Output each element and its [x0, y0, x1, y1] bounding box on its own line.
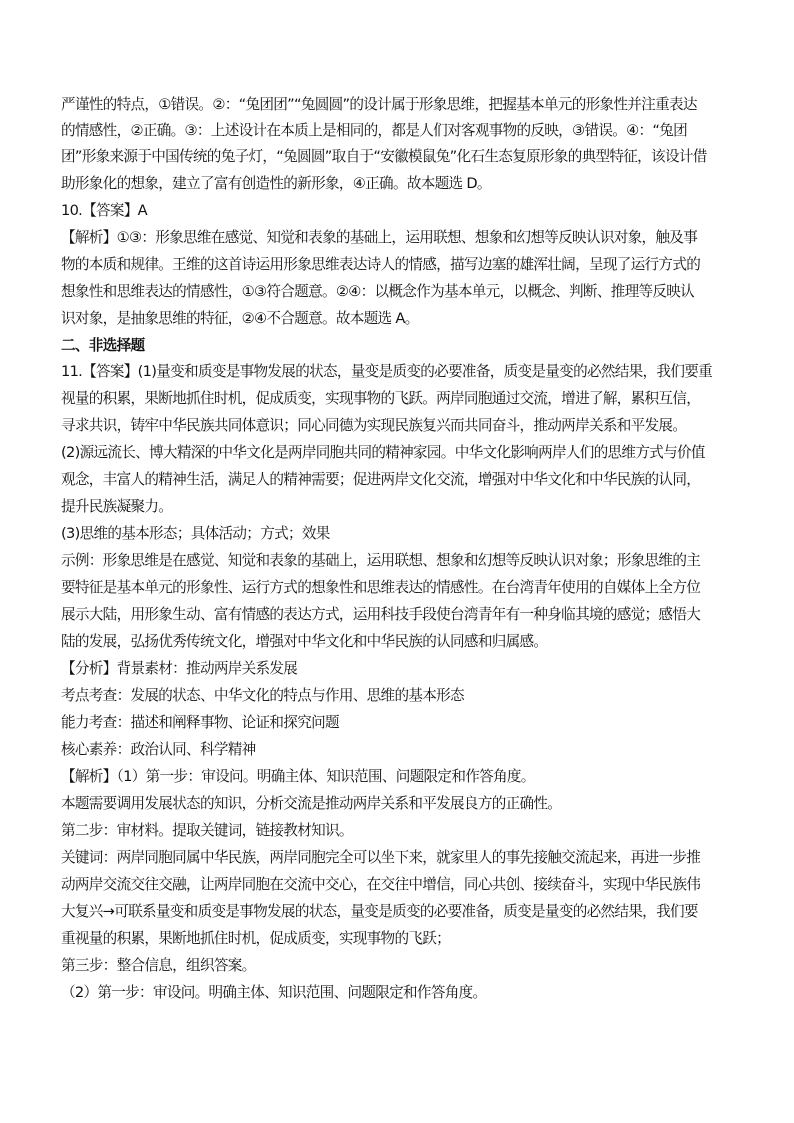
answer-10-line: 10.【答案】A — [61, 202, 147, 219]
text-line: 提升民族凝聚力。 — [61, 498, 173, 515]
text-line: 本题需要调用发展状态的知识，分析交流是推动两岸关系和平发展良方的正确性。 — [61, 795, 562, 812]
section-heading: 二、非选择题 — [61, 337, 145, 354]
text-line: (2)源远流长、博大精深的中华文化是两岸同胞共同的精神家园。中华文化影响两岸人们的思维方式与价值 — [61, 444, 705, 461]
text-line: 助形象化的想象，建立了富有创造性的新形象，④正确。故本题选 D。 — [61, 175, 491, 192]
text-line: 动两岸交流交往交融，让两岸同胞在交流中交心，在交往中增信，同心共创、接续奋斗，实现中华民族伟 — [61, 876, 701, 893]
text-line: 【解析】（1）第一步：审设问。明确主体、知识范围、问题限定和作答角度。 — [61, 768, 535, 785]
text-line: 重视量的积累，果断地抓住时机，促成质变，实现事物的飞跃； — [61, 930, 451, 947]
text-line: 严谨性的特点，①错误。②：“兔团团”“兔圆圆”的设计属于形象思维，把握基本单元的形象性并注重表达 — [61, 96, 697, 113]
text-line: 【解析】①③：形象思维在感觉、知觉和表象的基础上，运用联想、想象和幻想等反映认识对象，触及事 — [61, 229, 698, 246]
text-line: 考点考查：发展的状态、中华文化的特点与作用、思维的基本形态 — [61, 687, 464, 704]
text-line: 视量的积累，果断地抓住时机，促成质变，实现事物的飞跃。两岸同胞通过交流，增进了解，累积互信， — [61, 390, 701, 407]
answer-11-line: 11.【答案】(1)量变和质变是事物发展的状态，量变是质变的必要准备，质变是量变的必然结果，我们要重 — [61, 363, 713, 380]
text-line: （2）第一步：审设问。明确主体、知识范围、问题限定和作答角度。 — [61, 984, 487, 1001]
text-line: 核心素养：政治认同、科学精神 — [61, 741, 256, 758]
text-line: 要特征是基本单元的形象性、运行方式的想象性和思维表达的情感性。在台湾青年使用的自媒体上全方位 — [61, 579, 701, 596]
text-line: 大复兴→可联系量变和质变是事物发展的状态，量变是质变的必要准备，质变是量变的必然结果，我们要 — [61, 903, 698, 920]
text-line: (3)思维的基本形态；具体活动；方式；效果 — [61, 525, 330, 542]
text-line: 第三步：整合信息，组织答案。 — [61, 957, 256, 974]
text-line: 观念，丰富人的精神生活，满足人的精神需要；促进两岸文化交流，增强对中华文化和中华民族的认同， — [61, 471, 701, 488]
text-line: 第二步：审材料。提取关键词，链接教材知识。 — [61, 822, 353, 839]
text-line: 识对象，是抽象思维的特征，②④不合题意。故本题选 A。 — [61, 310, 419, 327]
text-line: 团”形象来源于中国传统的兔子灯，“兔圆圆”取自于“安徽模鼠兔”化石生态复原形象的典型特征，该设计借 — [61, 148, 707, 165]
text-line: 的情感性，②正确。③：上述设计在本质上是相同的，都是人们对客观事物的反映，③错误。④：“兔团 — [61, 122, 688, 139]
text-line: 【分析】背景素材：推动两岸关系发展 — [61, 660, 298, 677]
text-line: 关键词：两岸同胞同属中华民族，两岸同胞完全可以坐下来，就家里人的事先接触交流起来，再进一步推 — [61, 849, 701, 866]
text-line: 示例：形象思维是在感觉、知觉和表象的基础上，运用联想、想象和幻想等反映认识对象；形象思维的主 — [61, 552, 701, 569]
text-line: 想象性和思维表达的情感性，①③符合题意。②④：以概念作为基本单元，以概念、判断、推理等反映认 — [61, 283, 695, 300]
text-line: 展示大陆，用形象生动、富有情感的表达方式，运用科技手段使台湾青年有一种身临其境的感觉；感悟大 — [61, 606, 701, 623]
text-line: 寻求共识，铸牢中华民族共同体意识；同心同德为实现民族复兴而共同奋斗，推动两岸关系和平发展。 — [61, 417, 687, 434]
text-line: 物的本质和规律。王维的这首诗运用形象思维表达诗人的情感，描写边塞的雄浑壮阔，呈现了运行方式的 — [61, 256, 701, 273]
text-line: 能力考查：描述和阐释事物、论证和探究问题 — [61, 714, 339, 731]
text-line: 陆的发展，弘扬优秀传统文化，增强对中华文化和中华民族的认同感和归属感。 — [61, 633, 548, 650]
